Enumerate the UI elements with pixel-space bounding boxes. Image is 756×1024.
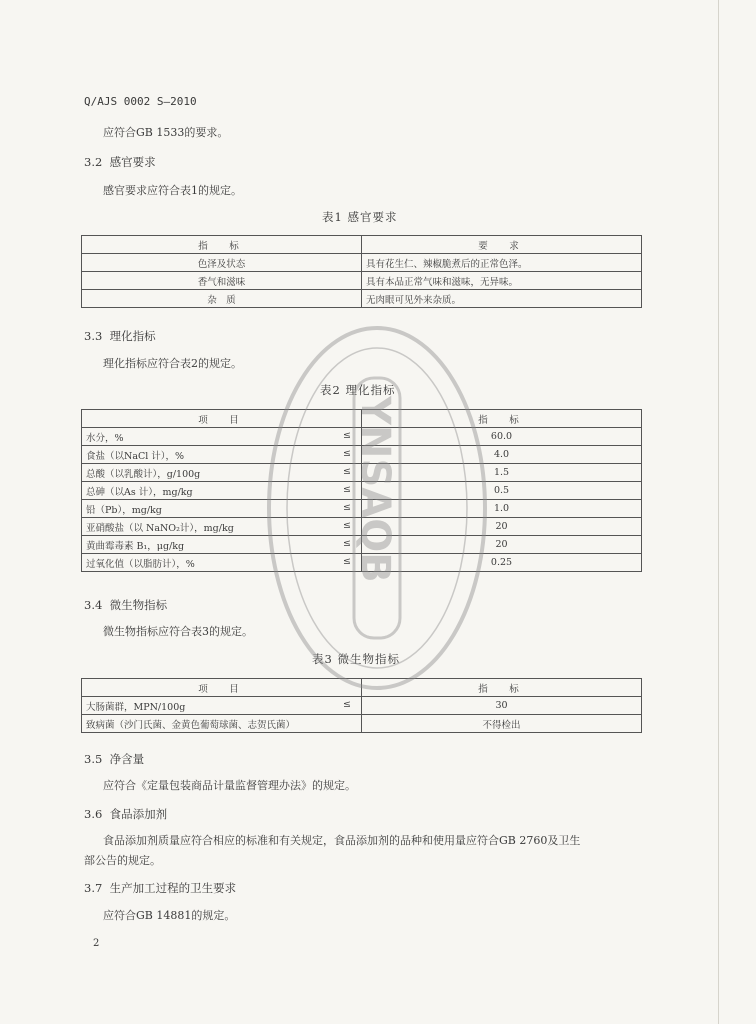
value-cell: 0.25 bbox=[362, 554, 642, 572]
header-cell: 指 标 bbox=[362, 679, 642, 697]
section-3-6-heading bbox=[84, 807, 167, 821]
limit-symbol: ≤ bbox=[343, 519, 351, 531]
page-number: 2 bbox=[93, 938, 100, 949]
section-number: 3.2 bbox=[84, 155, 103, 169]
value-cell: 1.0 bbox=[362, 500, 642, 518]
stamp-text: YNSAQB bbox=[352, 396, 398, 583]
table-row bbox=[82, 290, 642, 308]
section-3-2-heading bbox=[84, 155, 156, 169]
requirement-cell: 具有本品正常气味和滋味，无异味。 bbox=[362, 272, 642, 290]
table-1-sensory bbox=[81, 235, 642, 308]
item-cell: 色泽及状态 bbox=[82, 254, 362, 272]
table-row bbox=[82, 715, 642, 733]
item-label: 大肠菌群，MPN/100g bbox=[86, 701, 186, 713]
limit-symbol: ≤ bbox=[343, 537, 351, 549]
requirement-cell: 无肉眼可见外来杂质。 bbox=[362, 290, 642, 308]
section-3-4-body: 微生物指标应符合表3的规定。 bbox=[103, 625, 253, 638]
header-cell: 指 标 bbox=[362, 410, 642, 428]
section-title: 微生物指标 bbox=[109, 598, 168, 612]
table-1-caption: 表1 感官要求 bbox=[322, 210, 398, 224]
section-3-6-body-line-2: 部公告的规定。 bbox=[84, 854, 161, 867]
section-3-2-body: 感官要求应符合表1的规定。 bbox=[103, 184, 242, 197]
item-label: 过氧化值（以脂肪计），% bbox=[86, 558, 195, 570]
header-cell: 项 目 bbox=[82, 679, 362, 697]
table-3-caption: 表3 微生物指标 bbox=[312, 652, 400, 666]
limit-symbol bbox=[351, 717, 357, 731]
item-cell bbox=[82, 697, 362, 715]
item-label: 黄曲霉毒素 B₁，μg/kg bbox=[86, 540, 185, 552]
limit-symbol: ≤ bbox=[343, 447, 351, 459]
value-cell: 60.0 bbox=[362, 428, 642, 446]
value-cell: 20 bbox=[362, 536, 642, 554]
value-cell: 30 bbox=[362, 697, 642, 715]
limit-symbol: ≤ bbox=[343, 429, 351, 441]
item-label: 总酸（以乳酸计），g/100g bbox=[86, 468, 201, 480]
limit-symbol: ≤ bbox=[343, 555, 351, 567]
item-cell bbox=[82, 715, 362, 733]
limit-symbol: ≤ bbox=[343, 483, 351, 495]
limit-symbol: ≤ bbox=[343, 465, 351, 477]
value-cell: 4.0 bbox=[362, 446, 642, 464]
item-label: 铅（Pb），mg/kg bbox=[86, 504, 162, 516]
item-cell: 香气和滋味 bbox=[82, 272, 362, 290]
value-cell: 1.5 bbox=[362, 464, 642, 482]
section-number: 3.5 bbox=[84, 752, 103, 766]
item-label: 致病菌（沙门氏菌、金黄色葡萄球菌、志贺氏菌） bbox=[86, 719, 296, 731]
table-row bbox=[82, 254, 642, 272]
section-3-7-heading bbox=[84, 881, 236, 895]
section-3-6-body-line-1: 食品添加剂质量应符合相应的标准和有关规定，食品添加剂的品种和使用量应符合GB 2760及卫生 bbox=[103, 834, 581, 847]
header-cell: 指 标 bbox=[82, 236, 362, 254]
section-3-7-body: 应符合GB 14881的规定。 bbox=[103, 909, 236, 922]
section-title: 净含量 bbox=[109, 752, 145, 766]
item-label: 水分，% bbox=[86, 432, 124, 444]
limit-symbol: ≤ bbox=[343, 698, 351, 710]
value-cell: 20 bbox=[362, 518, 642, 536]
registration-stamp-icon bbox=[262, 318, 492, 698]
item-cell: 杂 质 bbox=[82, 290, 362, 308]
section-3-3-body: 理化指标应符合表2的规定。 bbox=[103, 357, 242, 370]
section-3-3-heading bbox=[84, 329, 156, 343]
table-row bbox=[82, 272, 642, 290]
section-title: 感官要求 bbox=[109, 155, 156, 169]
section-title: 食品添加剂 bbox=[109, 807, 168, 821]
item-label: 总砷（以As 计），mg/kg bbox=[86, 486, 193, 498]
section-title: 理化指标 bbox=[109, 329, 156, 343]
table-2-caption: 表2 理化指标 bbox=[320, 383, 396, 397]
section-number: 3.6 bbox=[84, 807, 103, 821]
section-number: 3.4 bbox=[84, 598, 103, 612]
value-cell: 不得检出 bbox=[362, 715, 642, 733]
item-label: 食盐（以NaCl 计），% bbox=[86, 450, 185, 462]
item-label: 亚硝酸盐（以 NaNO₂计），mg/kg bbox=[86, 522, 234, 534]
page-edge bbox=[718, 0, 719, 1024]
standard-code: Q/AJS 0002 S—2010 bbox=[84, 95, 197, 108]
section-title: 生产加工过程的卫生要求 bbox=[109, 881, 237, 895]
section-number: 3.3 bbox=[84, 329, 103, 343]
intro-text: 应符合GB 1533的要求。 bbox=[103, 126, 229, 139]
header-cell: 要 求 bbox=[362, 236, 642, 254]
header-cell: 项 目 bbox=[82, 410, 362, 428]
limit-symbol: ≤ bbox=[343, 501, 351, 513]
table-row bbox=[82, 697, 642, 715]
section-number: 3.7 bbox=[84, 881, 103, 895]
value-cell: 0.5 bbox=[362, 482, 642, 500]
requirement-cell: 具有花生仁、辣椒脆煮后的正常色泽。 bbox=[362, 254, 642, 272]
section-3-4-heading bbox=[84, 598, 167, 612]
section-3-5-body: 应符合《定量包装商品计量监督管理办法》的规定。 bbox=[103, 779, 356, 792]
section-3-5-heading bbox=[84, 752, 144, 766]
table-header-row bbox=[82, 236, 642, 254]
